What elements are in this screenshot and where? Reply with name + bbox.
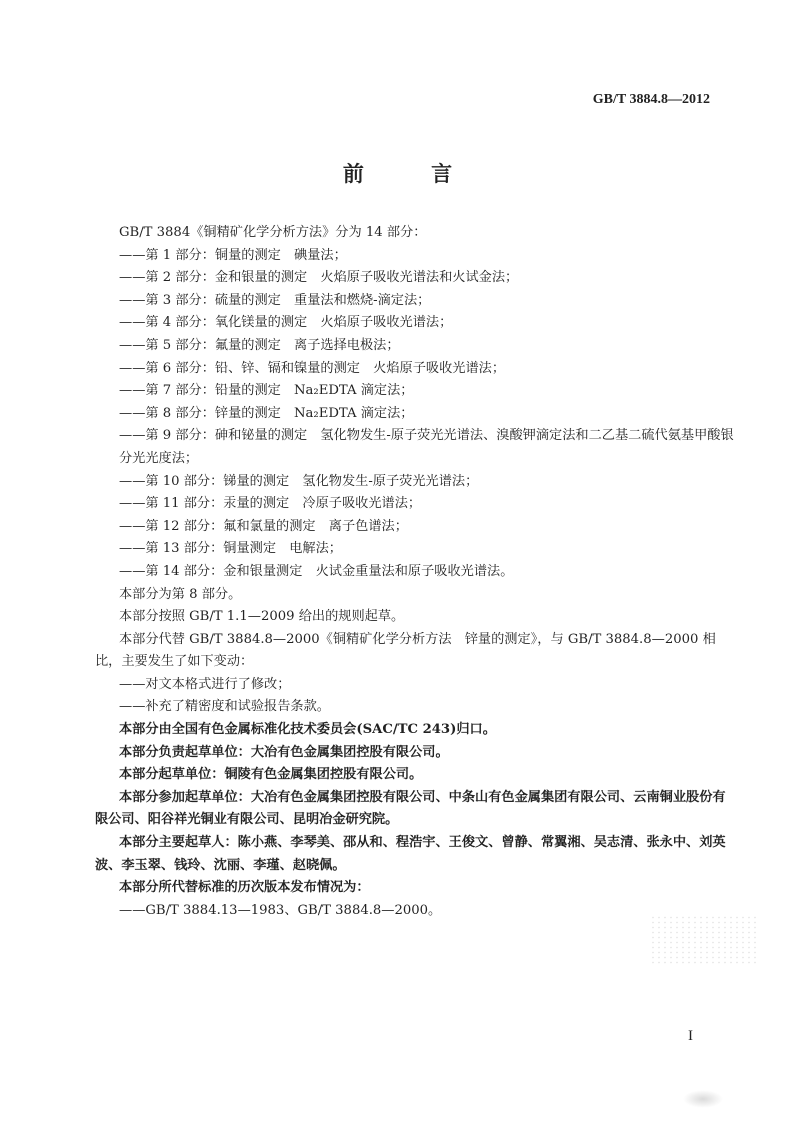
change-item: ——对文本格式进行了修改； <box>119 676 291 692</box>
list-item: ——第 9 部分：砷和铋量的测定 氢化物发生-原子荧光光谱法、溴酸钾滴定法和二乙基二硫代氨基甲酸银分光光度法； <box>119 428 734 466</box>
foreword-body <box>95 222 735 922</box>
page-title: 前 言 <box>342 161 483 186</box>
list-item: ——第 8 部分：锌量的测定 Na₂EDTA 滴定法； <box>119 405 414 421</box>
list-item: ——第 6 部分：铅、锌、镉和镍量的测定 火焰原子吸收光谱法； <box>119 360 506 376</box>
paragraph: 本部分由全国有色金属标准化技术委员会(SAC/TC 243)归口。 <box>119 722 496 738</box>
page-number: I <box>688 1028 693 1044</box>
list-item: ——第 3 部分：硫量的测定 重量法和燃烧-滴定法； <box>119 292 431 308</box>
list-item: ——第 10 部分：锑量的测定 氢化物发生-原子荧光光谱法； <box>119 473 479 489</box>
paragraph: 本部分参加起草单位：大冶有色金属集团控股有限公司、中条山有色金属集团有限公司、云南铜业股份有限公司、阳谷祥光铜业有限公司、昆明冶金研究院。 <box>95 789 726 828</box>
history-item: ——GB/T 3884.13—1983、GB/T 3884.8—2000。 <box>119 902 442 918</box>
paragraph: 本部分起草单位：铜陵有色金属集团控股有限公司。 <box>119 767 423 783</box>
scan-speckle <box>650 915 760 965</box>
standard-code: GB/T 3884.8—2012 <box>592 92 710 107</box>
list-item: ——第 12 部分：氟和氯量的测定 离子色谱法； <box>119 518 408 534</box>
intro-line: GB/T 3884《铜精矿化学分析方法》分为 14 部分： <box>119 225 427 240</box>
paragraph: 本部分为第 8 部分。 <box>119 586 242 602</box>
parts-list <box>95 245 735 584</box>
list-item: ——第 1 部分：铜量的测定 碘量法； <box>119 247 347 263</box>
list-item: ——第 7 部分：铅量的测定 Na₂EDTA 滴定法； <box>119 383 414 399</box>
paragraph: 本部分负责起草单位：大冶有色金属集团控股有限公司。 <box>119 744 449 760</box>
list-item: ——第 5 部分：氟量的测定 离子选择电极法； <box>119 337 400 353</box>
list-item: ——第 13 部分：铜量测定 电解法； <box>119 541 342 557</box>
list-item: ——第 11 部分：汞量的测定 冷原子吸收光谱法； <box>119 496 422 512</box>
paragraph: 本部分主要起草人：陈小燕、李琴美、邵从和、程浩宇、王俊文、曾静、常翼湘、吴志清、张永中、刘英波、李玉翠、钱玲、沈丽、李瑾、赵晓佩。 <box>95 835 726 873</box>
paragraph: 本部分所代替标准的历次版本发布情况为： <box>119 880 370 896</box>
list-item: ——第 4 部分：氧化镁量的测定 火焰原子吸收光谱法； <box>119 315 453 331</box>
change-item: ——补充了精密度和试验报告条款。 <box>119 699 330 715</box>
paragraph: 本部分按照 GB/T 1.1—2009 给出的规则起草。 <box>119 609 405 625</box>
paragraph: 本部分代替 GB/T 3884.8—2000《铜精矿化学分析方法 锌量的测定》，与 GB/T 3884.8—2000 相比，主要发生了如下变动： <box>95 631 716 670</box>
scan-mark <box>683 1090 723 1108</box>
list-item: ——第 2 部分：金和银量的测定 火焰原子吸收光谱法和火试金法； <box>119 270 519 286</box>
list-item: ——第 14 部分：金和银量测定 火试金重量法和原子吸收光谱法。 <box>119 563 514 579</box>
